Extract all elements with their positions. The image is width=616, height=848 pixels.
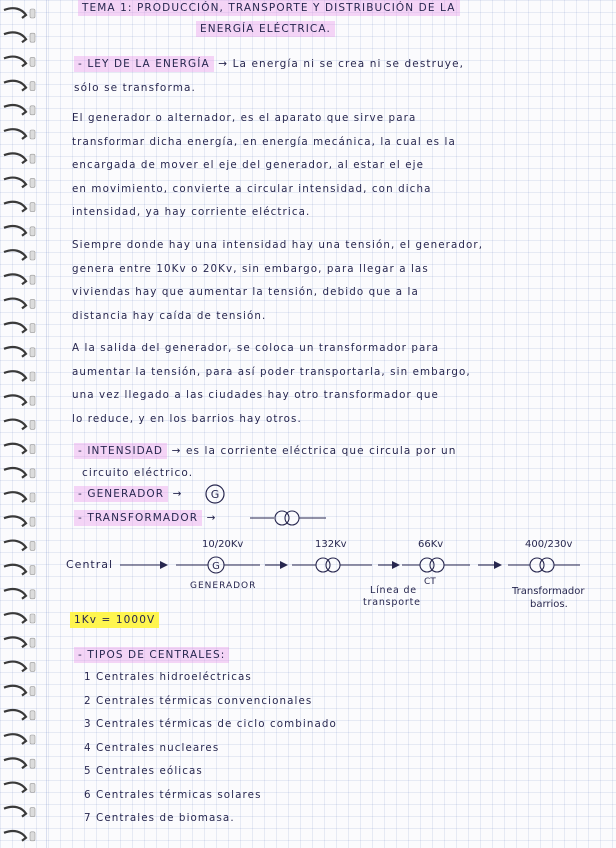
spiral-hole <box>30 687 35 696</box>
spiral-ring <box>4 347 26 357</box>
spiral-hole <box>30 106 35 115</box>
spiral-ring <box>4 8 26 18</box>
spiral-ring <box>4 57 26 67</box>
spiral-hole <box>30 9 35 18</box>
spiral-ring <box>4 274 26 284</box>
spiral-hole <box>30 638 35 647</box>
spiral-hole <box>30 735 35 744</box>
spiral-hole <box>30 469 35 478</box>
ley-term: - LEY DE LA ENERGÍA <box>74 56 214 72</box>
spiral-ring <box>4 637 26 647</box>
spiral-ring <box>4 783 26 793</box>
ct-label: CT <box>424 577 436 587</box>
spiral-ring <box>4 420 26 430</box>
voltage-label-3: 66Kv <box>418 539 444 550</box>
spiral-hole <box>30 348 35 357</box>
spiral-ring <box>4 371 26 381</box>
paragraph-line: transformar dicha energía, en energía mecánica, la cual es la <box>72 135 456 148</box>
paragraph-line: genera entre 10Kv o 20Kv, sin embargo, para llegar a las <box>72 262 429 275</box>
spiral-hole <box>30 178 35 187</box>
page-title-continuation <box>196 24 335 35</box>
list-item: 1 Centrales hidroeléctricas <box>84 671 252 683</box>
spiral-hole <box>30 57 35 66</box>
spiral-hole <box>30 517 35 526</box>
spiral-hole <box>30 832 35 841</box>
spiral-ring <box>4 202 26 212</box>
list-item: 7 Centrales de biomasa. <box>84 812 235 824</box>
spiral-hole <box>30 420 35 429</box>
spiral-ring <box>4 541 26 551</box>
spiral-ring <box>4 686 26 696</box>
spiral-hole <box>30 493 35 502</box>
spiral-hole <box>30 82 35 91</box>
svg-text:G: G <box>210 488 220 501</box>
voltage-label-1: 10/20Kv <box>202 539 244 550</box>
paragraph-line: aumentar la tensión, para así poder transportarla, sin embargo, <box>72 365 471 378</box>
spiral-ring <box>4 444 26 454</box>
intensidad-text: es la corriente eléctrica que circula por un <box>185 445 457 457</box>
linea-caption-1: Línea de <box>370 585 417 596</box>
spiral-ring <box>4 250 26 260</box>
spiral-ring <box>4 807 26 817</box>
paragraph-line: viviendas hay que aumentar la tensión, debido que a la <box>72 286 419 298</box>
title-text-cont: ENERGÍA ELÉCTRICA. <box>196 21 335 37</box>
spiral-ring <box>4 178 26 188</box>
spiral-ring <box>4 81 26 91</box>
spiral-ring <box>4 831 26 841</box>
spiral-hole <box>30 203 35 212</box>
paragraph-tension <box>72 234 483 328</box>
spiral-hole <box>30 711 35 720</box>
transformador-term: - TRANSFORMADOR <box>74 510 202 526</box>
spiral-hole <box>30 808 35 817</box>
kv-equivalence-text: 1Kv = 1000V <box>70 612 159 628</box>
paragraph-line: una vez llegado a las ciudades hay otro transformador que <box>72 389 439 401</box>
spiral-ring <box>4 662 26 672</box>
paragraph-line: distancia hay caída de tensión. <box>72 309 267 322</box>
paragraph-line: lo reduce, y en los barrios hay otros. <box>72 412 302 425</box>
spiral-ring <box>4 758 26 768</box>
ley-energia-line2 <box>74 83 196 94</box>
transf-caption-2: barrios. <box>530 599 568 610</box>
spiral-hole <box>30 372 35 381</box>
spiral-hole <box>30 566 35 575</box>
intensidad-line <box>74 446 456 457</box>
spiral-ring <box>4 589 26 599</box>
ley-text-2: sólo se transforma. <box>74 82 196 94</box>
spiral-ring <box>4 395 26 405</box>
paragraph-transformador <box>72 337 471 431</box>
spiral-ring <box>4 613 26 623</box>
list-item: 2 Centrales térmicas convencionales <box>84 694 313 707</box>
intensidad-line2 <box>82 468 193 479</box>
spiral-ring <box>4 323 26 333</box>
tipos-list <box>84 666 337 831</box>
spiral-hole <box>30 662 35 671</box>
spiral-ring <box>4 153 26 163</box>
transf-caption-1: Transformador <box>512 586 585 597</box>
spiral-hole <box>30 445 35 454</box>
voltage-label-2: 132Kv <box>315 539 347 550</box>
paragraph-line: en movimiento, convierte a circular intensidad, con dicha <box>72 182 432 195</box>
spiral-ring <box>4 226 26 236</box>
arrow-icon: → <box>218 58 229 70</box>
power-flow-diagram <box>60 530 610 615</box>
intensidad-term: - INTENSIDAD <box>74 443 167 459</box>
spiral-hole <box>30 541 35 550</box>
spiral-hole <box>30 275 35 284</box>
spiral-ring <box>4 492 26 502</box>
spiral-hole <box>30 227 35 236</box>
ley-text: La energía ni se crea ni se destruye, <box>232 58 465 70</box>
page-title <box>78 3 460 14</box>
paragraph-line: Siempre donde hay una intensidad hay una tensión, el generador, <box>72 239 484 251</box>
spiral-ring <box>4 105 26 115</box>
spiral-ring <box>4 468 26 478</box>
arrow-icon: → <box>171 445 182 457</box>
transformador-symbol-icon <box>248 509 332 527</box>
spiral-hole <box>30 130 35 139</box>
transformador-line <box>74 513 216 524</box>
spiral-hole <box>30 590 35 599</box>
title-text: TEMA 1: PRODUCCIÓN, TRANSPORTE Y DISTRIBUCIÓN DE LA <box>78 0 460 16</box>
spiral-ring <box>4 710 26 720</box>
paragraph-line: El generador o alternador, es el aparato que sirve para <box>72 112 417 124</box>
tipos-heading-text: - TIPOS DE CENTRALES: <box>74 647 229 663</box>
kv-equivalence <box>70 615 159 626</box>
tipos-heading <box>74 650 229 661</box>
spiral-ring <box>4 32 26 42</box>
spiral-hole <box>30 614 35 623</box>
spiral-hole <box>30 299 35 308</box>
list-item: 6 Centrales térmicas solares <box>84 788 262 801</box>
paragraph-generador <box>72 107 456 225</box>
list-item: 4 Centrales nucleares <box>84 741 220 754</box>
list-item: 5 Centrales eólicas <box>84 765 203 777</box>
linea-caption-2: transporte <box>363 597 421 608</box>
spiral-ring <box>4 299 26 309</box>
generador-symbol-icon <box>203 483 227 505</box>
generador-caption: GENERADOR <box>190 581 257 591</box>
spiral-ring <box>4 734 26 744</box>
spiral-ring <box>4 129 26 139</box>
spiral-ring <box>4 565 26 575</box>
spiral-ring <box>4 516 26 526</box>
generador-term: - GENERADOR <box>74 486 168 502</box>
margin-line <box>46 0 47 848</box>
spiral-hole <box>30 251 35 260</box>
spiral-hole <box>30 324 35 333</box>
generador-line <box>74 489 183 500</box>
spiral-hole <box>30 396 35 405</box>
spiral-hole <box>30 33 35 42</box>
paragraph-line: intensidad, ya hay corriente eléctrica. <box>72 206 311 218</box>
arrow-icon: → <box>172 488 183 500</box>
ley-energia-line <box>74 59 464 70</box>
arrow-icon: → <box>206 512 217 524</box>
spiral-binding <box>0 0 40 848</box>
paragraph-line: encargada de mover el eje del generador, al estar el eje <box>72 159 425 171</box>
voltage-label-4: 400/230v <box>525 539 573 550</box>
intensidad-text-2: circuito eléctrico. <box>82 467 194 479</box>
spiral-hole <box>30 154 35 163</box>
spiral-hole <box>30 783 35 792</box>
svg-text:G: G <box>212 561 220 572</box>
spiral-hole <box>30 759 35 768</box>
paragraph-line: A la salida del generador, se coloca un transformador para <box>72 342 440 354</box>
central-label: Central <box>66 558 114 571</box>
list-item: 3 Centrales térmicas de ciclo combinado <box>84 718 337 730</box>
